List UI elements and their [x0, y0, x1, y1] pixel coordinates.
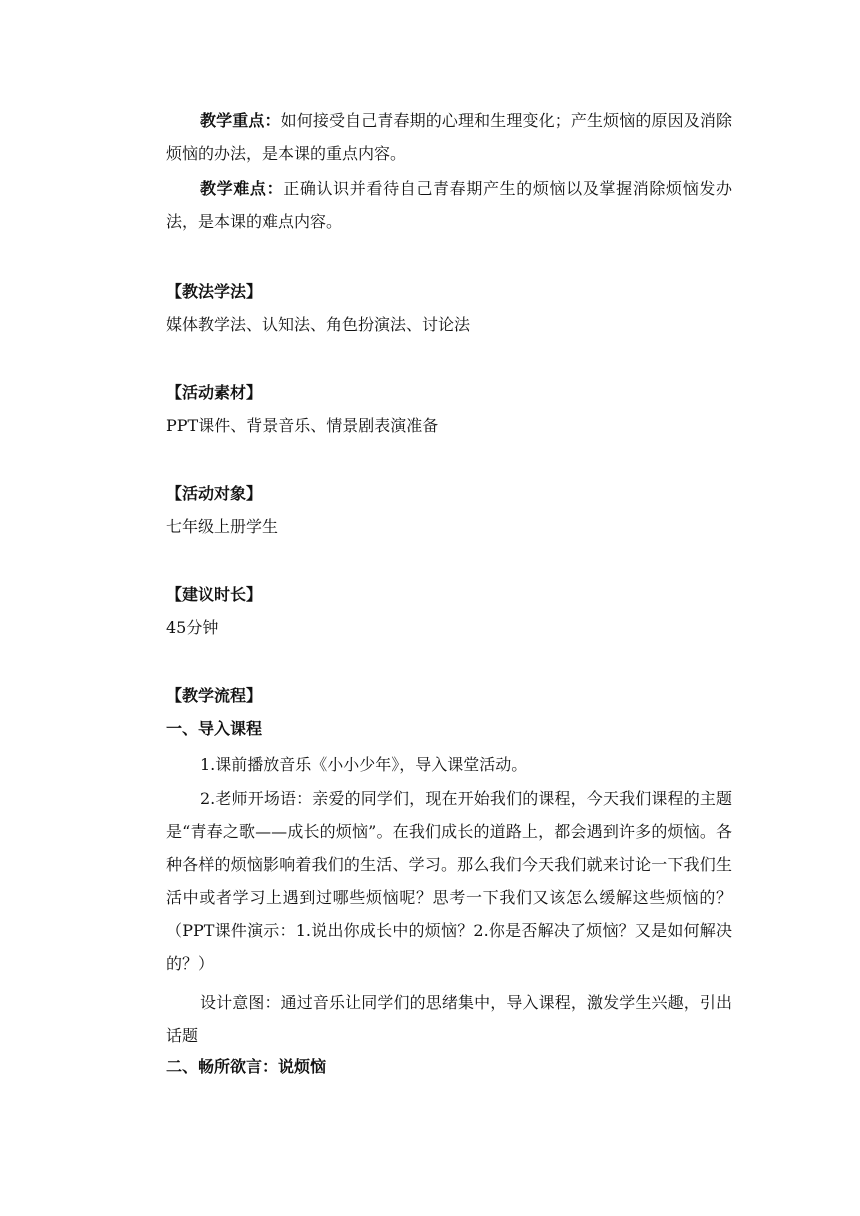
section2-title: 二、畅所欲言：说烦恼	[166, 1057, 327, 1076]
difficult-points-label: 教学难点：	[200, 179, 284, 198]
duration-heading: 【建议时长】	[166, 585, 263, 604]
process-heading: 【教学流程】	[166, 686, 263, 705]
audience-text: 七年级上册学生	[166, 517, 279, 536]
step2-paragraph: 2.老师开场语：亲爱的同学们，现在开始我们的课程，今天我们课程的主题是“青春之歌——成长的烦恼”。在我们成长的道路上，都会遇到许多的烦恼。各种各样的烦恼影响着我们的生活、学习。那么我们今天我们就来讨论一下我们生活中或者学习上遇到过哪些烦恼呢？思考一下我们又该怎么缓解这些烦恼的？（PPT课件演示：1.说出你成长中的烦恼？2.你是否解决了烦恼？又是如何解决的？）	[166, 789, 732, 973]
methods-heading: 【教法学法】	[166, 282, 263, 301]
key-points-paragraph	[166, 104, 732, 170]
difficult-points-paragraph	[166, 172, 732, 238]
materials-text: PPT课件、背景音乐、情景剧表演准备	[166, 416, 439, 435]
key-points-text: 如何接受自己青春期的心理和生理变化；产生烦恼的原因及消除烦恼的办法，是本课的重点内容。	[166, 111, 732, 163]
duration-text: 45分钟	[166, 618, 219, 637]
difficult-points-text: 正确认识并看待自己青春期产生的烦恼以及掌握消除烦恼发办法，是本课的难点内容。	[166, 179, 732, 231]
step1-paragraph: 1.课前播放音乐《小小少年》，导入课堂活动。	[200, 755, 528, 774]
section1-title: 一、导入课程	[166, 719, 263, 738]
key-points-label: 教学重点：	[200, 111, 281, 130]
methods-text: 媒体教学法、认知法、角色扮演法、讨论法	[166, 315, 471, 334]
audience-heading: 【活动对象】	[166, 484, 263, 503]
design-intent-paragraph: 设计意图：通过音乐让同学们的思绪集中，导入课程，激发学生兴趣，引出话题	[166, 993, 732, 1045]
materials-heading: 【活动素材】	[166, 383, 263, 402]
